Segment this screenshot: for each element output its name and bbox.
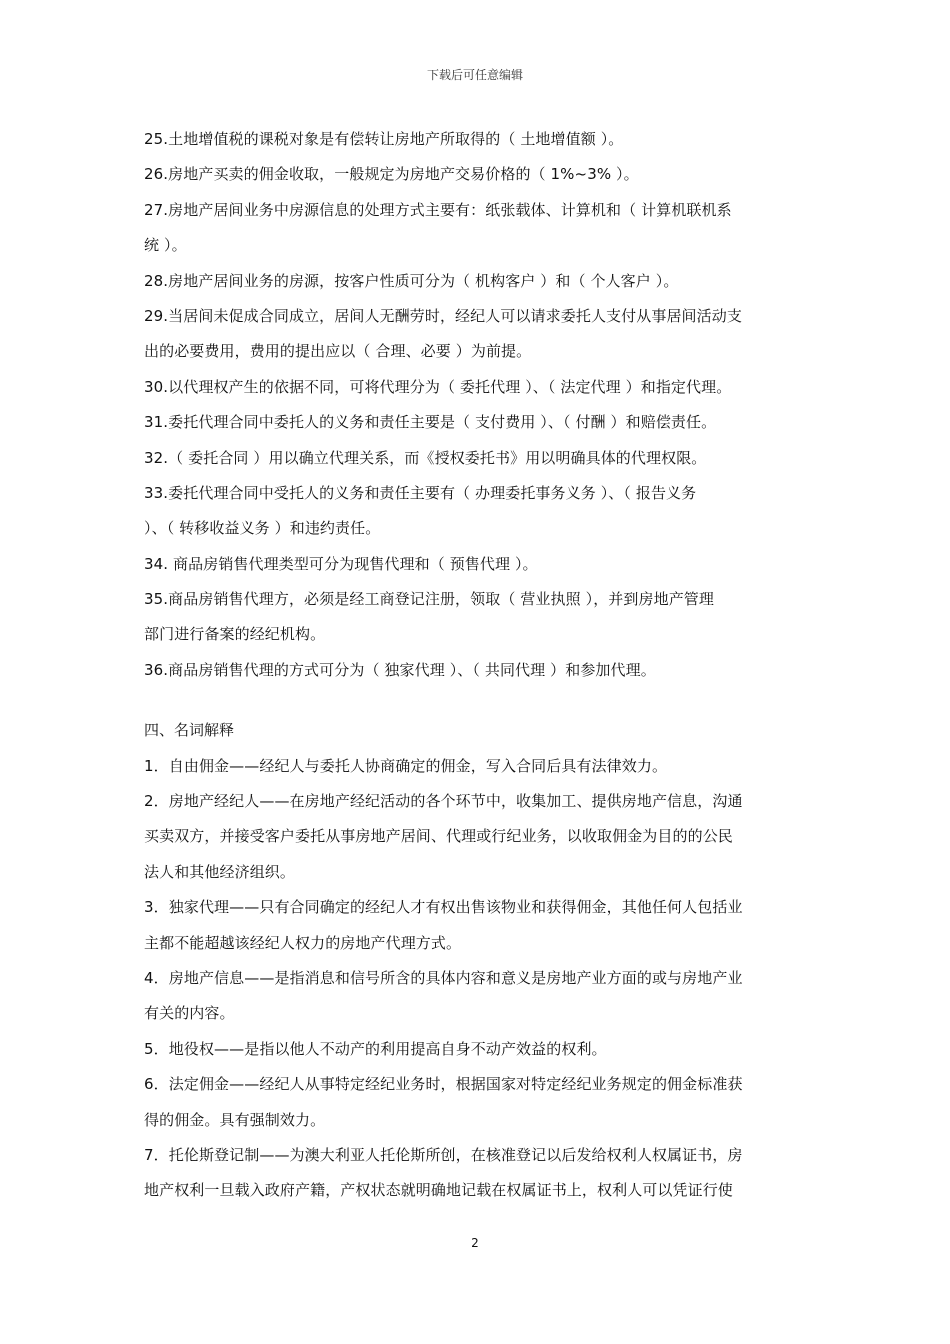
- text-line: 统 ）。: [144, 236, 187, 255]
- definitions-section: [144, 713, 812, 1208]
- section-title: 四、名词解释: [144, 721, 235, 740]
- page-header: 下载后可任意编辑: [426, 68, 523, 82]
- text-line: 30.以代理权产生的依据不同，可将代理分为（ 委托代理 ）、（ 法定代理 ）和指定代理。: [144, 377, 732, 396]
- definition-line: 3．独家代理——只有合同确定的经纪人才有权出售该物业和获得佣金，其他任何人包括业: [144, 898, 743, 917]
- definition-line: 主都不能超越该经纪人权力的房地产代理方式。: [144, 933, 462, 952]
- text-line: ）、（ 转移收益义务 ）和违约责任。: [144, 519, 381, 538]
- document-body: [144, 122, 812, 1209]
- text-line: 34. 商品房销售代理类型可分为现售代理和（ 预售代理 ）。: [144, 554, 538, 573]
- text-line: 25.土地增值税的课税对象是有偿转让房地产所取得的（ 土地增值额 ）。: [144, 130, 624, 148]
- text-line: 26.房地产买卖的佣金收取，一般规定为房地产交易价格的（ 1%~3% ）。: [144, 165, 639, 184]
- definition-line: 4．房地产信息——是指消息和信号所含的具体内容和意义是房地产业方面的或与房地产业: [144, 968, 743, 987]
- definition-line: 买卖双方，并接受客户委托从事房地产居间、代理或行纪业务，以收取佣金为目的的公民: [144, 827, 733, 846]
- definition-line: 5．地役权——是指以他人不动产的利用提高自身不动产效益的权利。: [144, 1039, 607, 1058]
- fill-in-blank-section: [144, 122, 812, 688]
- text-line: 33.委托代理合同中受托人的义务和责任主要有（ 办理委托事务义务 ）、（ 报告义务: [144, 483, 697, 502]
- section-spacer: [144, 688, 812, 713]
- text-line: 32.（ 委托合同 ）用以确立代理关系，而《授权委托书》用以明确具体的代理权限。: [144, 448, 707, 467]
- text-line: 27.房地产居间业务中房源信息的处理方式主要有：纸张载体、计算机和（ 计算机联机系: [144, 200, 732, 219]
- text-line: 36.商品房销售代理的方式可分为（ 独家代理 ）、（ 共同代理 ）和参加代理。: [144, 660, 656, 679]
- definition-line: 有关的内容。: [144, 1004, 235, 1023]
- text-line: 35.商品房销售代理方，必须是经工商登记注册，领取（ 营业执照 ），并到房地产管理: [144, 590, 714, 609]
- text-line: 出的必要费用，费用的提出应以（ 合理、必要 ）为前提。: [144, 342, 532, 361]
- text-line: 28.房地产居间业务的房源，按客户性质可分为（ 机构客户 ）和（ 个人客户 ）。: [144, 271, 679, 290]
- definition-line: 6．法定佣金——经纪人从事特定经纪业务时，根据国家对特定经纪业务规定的佣金标准获: [144, 1075, 743, 1094]
- definition-line: 法人和其他经济组织。: [144, 862, 296, 881]
- text-line: 部门进行备案的经纪机构。: [144, 625, 326, 644]
- definition-line: 2．房地产经纪人——在房地产经纪活动的各个环节中，收集加工、提供房地产信息，沟通: [144, 792, 743, 811]
- definition-line: 7．托伦斯登记制——为澳大利亚人托伦斯所创，在核准登记以后发给权利人权属证书，房: [144, 1145, 743, 1164]
- text-line: 31.委托代理合同中委托人的义务和责任主要是（ 支付费用 ）、（ 付酬 ）和赔偿责任。: [144, 413, 717, 432]
- definition-line: 1．自由佣金——经纪人与委托人协商确定的佣金，写入合同后具有法律效力。: [144, 756, 668, 775]
- page-number: 2: [471, 1236, 479, 1250]
- definition-line: 得的佣金。具有强制效力。: [144, 1110, 326, 1129]
- text-line: 29.当居间未促成合同成立，居间人无酬劳时，经纪人可以请求委托人支付从事居间活动支: [144, 306, 742, 325]
- definition-line: 地产权利一旦载入政府产籍，产权状态就明确地记载在权属证书上，权利人可以凭证行使: [144, 1181, 733, 1200]
